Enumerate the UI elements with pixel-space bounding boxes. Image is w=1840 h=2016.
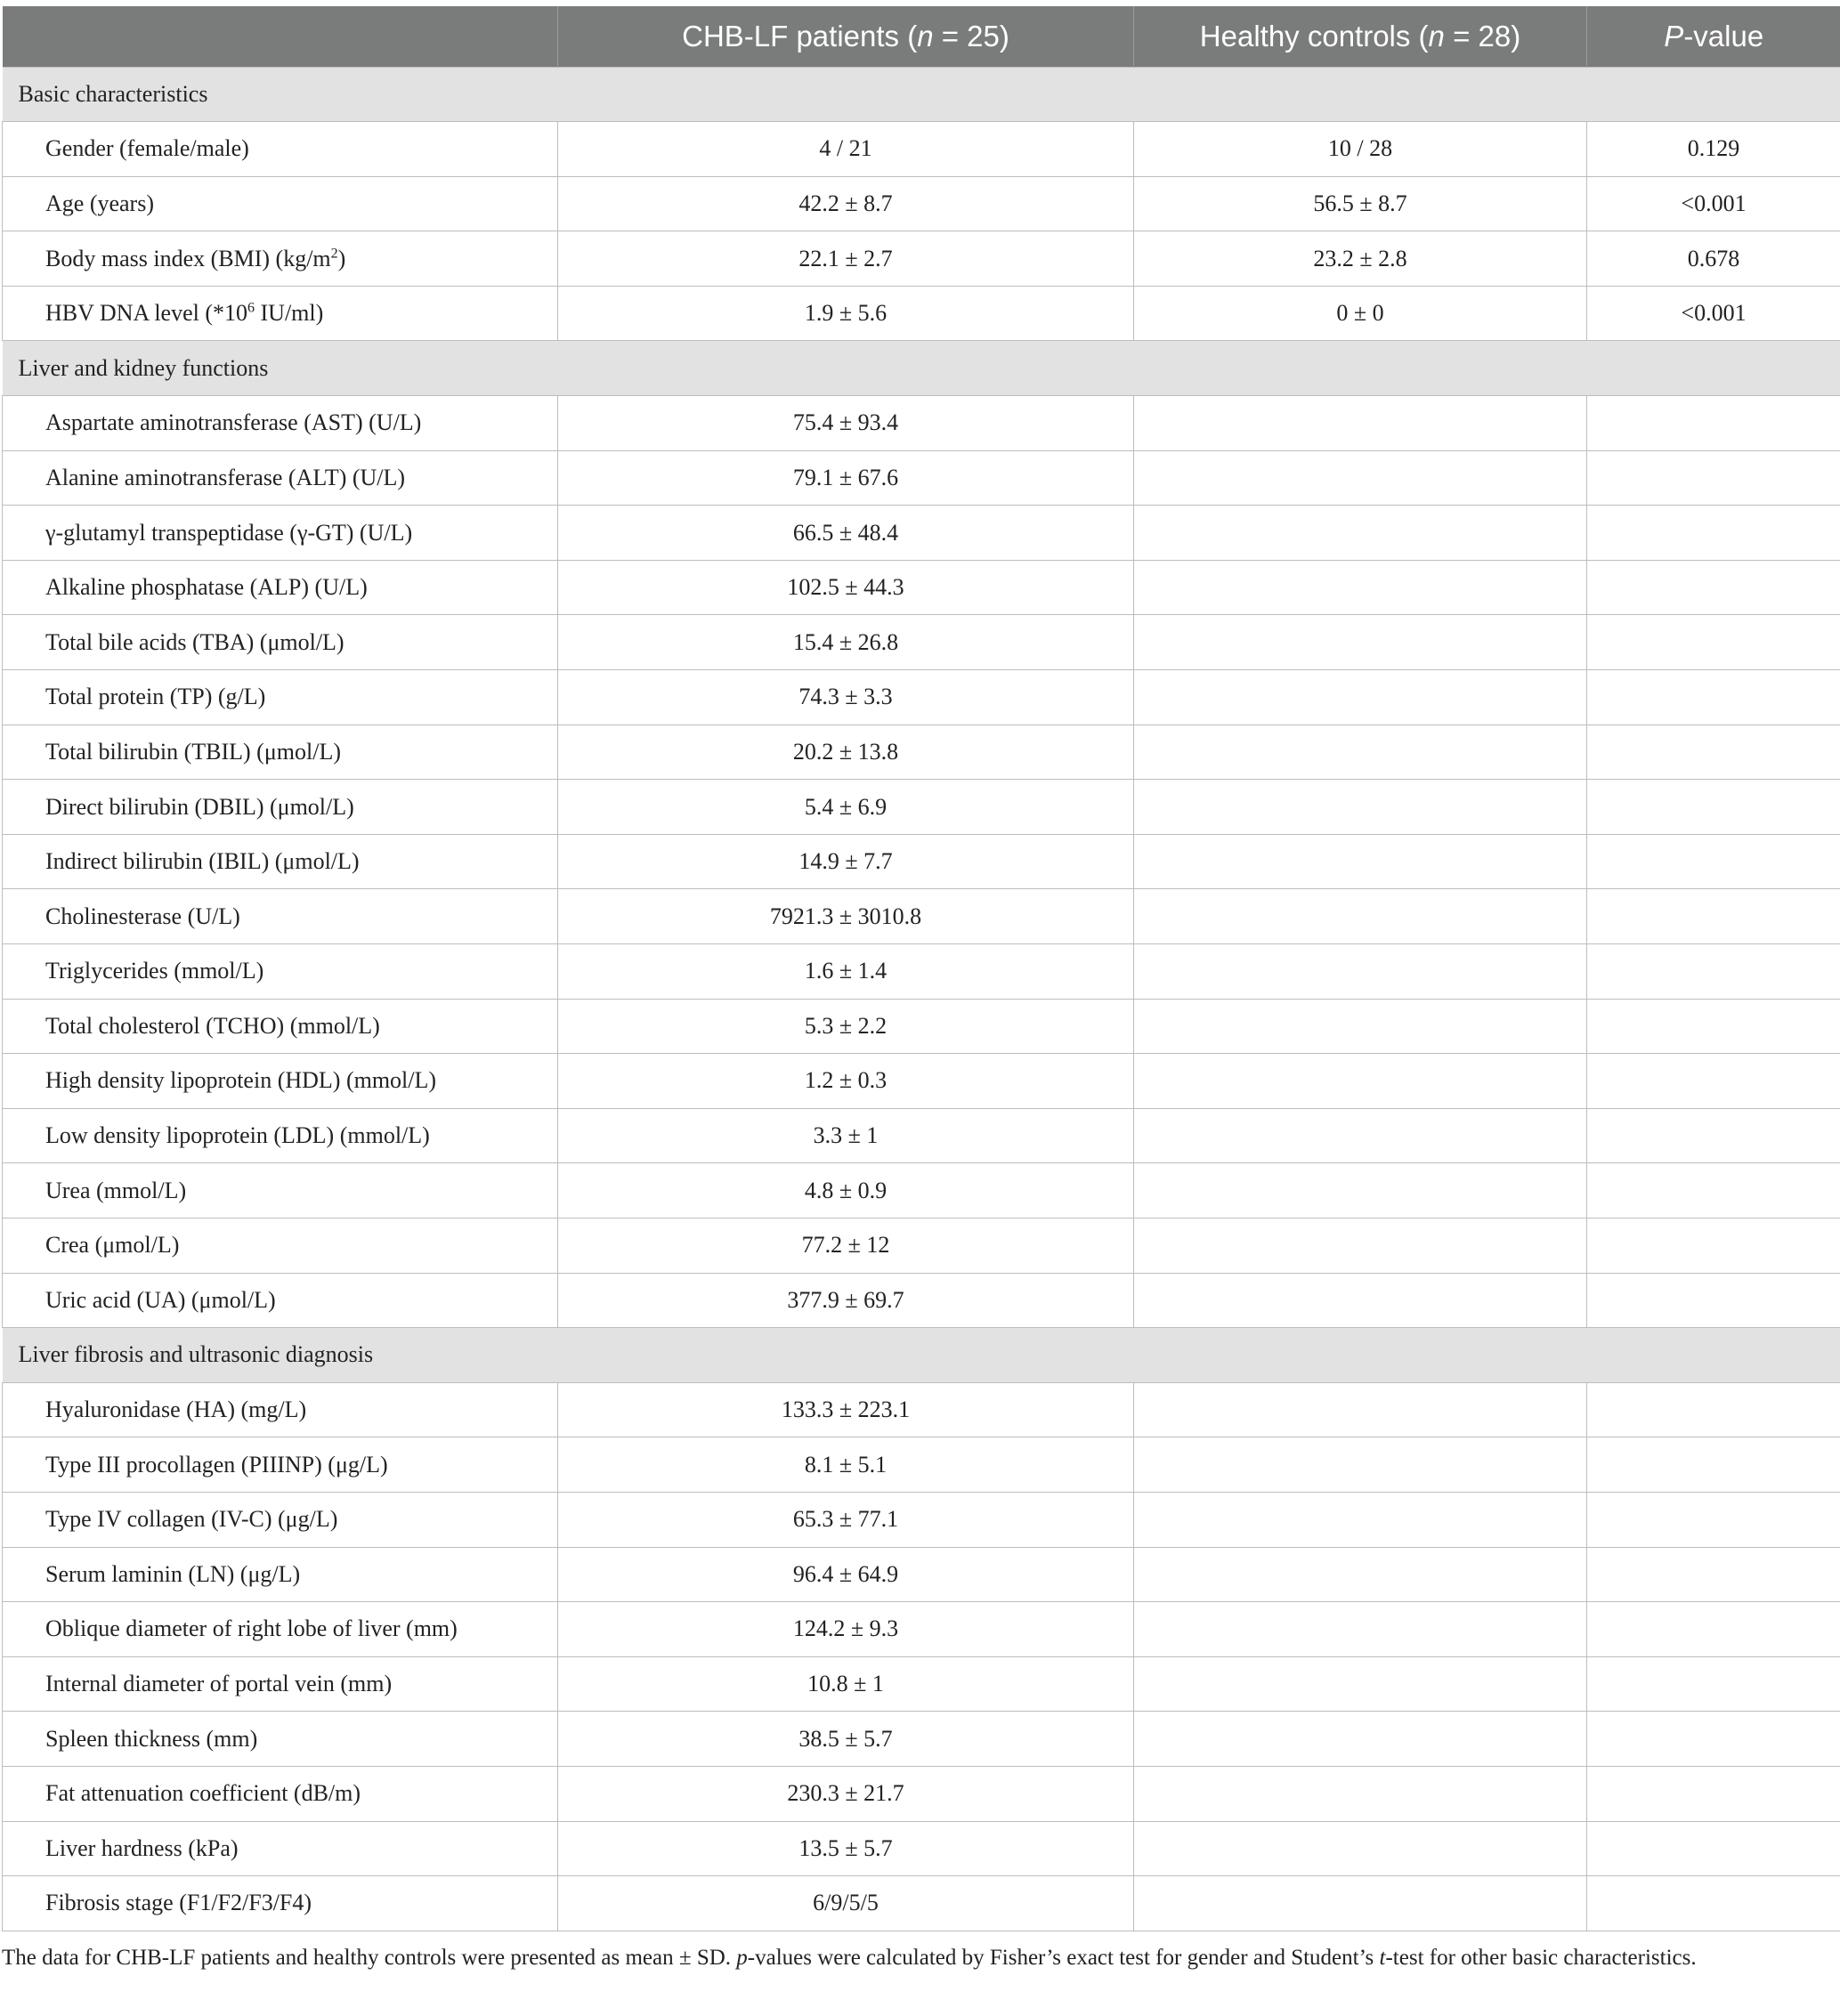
p-value	[1587, 670, 1840, 725]
table-row	[3, 834, 1840, 889]
row-label: Indirect bilirubin (IBIL) (μmol/L)	[3, 834, 558, 889]
chb-lf-value: 6/9/5/5	[558, 1876, 1134, 1931]
healthy-control-value	[1134, 1437, 1587, 1493]
p-value	[1587, 999, 1840, 1054]
chb-lf-value: 377.9 ± 69.7	[558, 1273, 1134, 1328]
row-label: Fibrosis stage (F1/F2/F3/F4)	[3, 1876, 558, 1931]
row-label: γ-glutamyl transpeptidase (γ-GT) (U/L)	[3, 506, 558, 561]
table-row	[3, 286, 1840, 341]
healthy-control-value	[1134, 1108, 1587, 1163]
table-row	[3, 1821, 1840, 1876]
healthy-control-value	[1134, 560, 1587, 615]
row-label: High density lipoprotein (HDL) (mmol/L)	[3, 1054, 558, 1109]
chb-lf-value: 4.8 ± 0.9	[558, 1163, 1134, 1219]
p-value	[1587, 1163, 1840, 1219]
chb-lf-value: 74.3 ± 3.3	[558, 670, 1134, 725]
chb-lf-value: 15.4 ± 26.8	[558, 615, 1134, 670]
p-value	[1587, 1382, 1840, 1437]
row-label: Hyaluronidase (HA) (mg/L)	[3, 1382, 558, 1437]
p-value	[1587, 889, 1840, 944]
healthy-control-value	[1134, 1656, 1587, 1712]
healthy-control-value	[1134, 1382, 1587, 1437]
healthy-control-value	[1134, 1273, 1587, 1328]
row-label: Liver hardness (kPa)	[3, 1821, 558, 1876]
p-value: 0.678	[1587, 231, 1840, 287]
table-row	[3, 1437, 1840, 1493]
table-row	[3, 1273, 1840, 1328]
chb-lf-value: 13.5 ± 5.7	[558, 1821, 1134, 1876]
row-label: Type III procollagen (PIIINP) (μg/L)	[3, 1437, 558, 1493]
chb-lf-value: 22.1 ± 2.7	[558, 231, 1134, 287]
row-label: Crea (μmol/L)	[3, 1218, 558, 1273]
characteristics-table	[2, 6, 1840, 1931]
p-value	[1587, 450, 1840, 506]
p-value	[1587, 1547, 1840, 1602]
table-row	[3, 231, 1840, 287]
p-value: <0.001	[1587, 176, 1840, 231]
section-header-row	[3, 1328, 1840, 1383]
p-value	[1587, 1712, 1840, 1767]
healthy-control-value: 10 / 28	[1134, 122, 1587, 177]
p-value	[1587, 780, 1840, 835]
table-row	[3, 1108, 1840, 1163]
table-row	[3, 1492, 1840, 1547]
p-value	[1587, 1218, 1840, 1273]
chb-lf-value: 1.2 ± 0.3	[558, 1054, 1134, 1109]
chb-lf-value: 133.3 ± 223.1	[558, 1382, 1134, 1437]
table-row	[3, 944, 1840, 1000]
table-row	[3, 1876, 1840, 1931]
chb-lf-value: 230.3 ± 21.7	[558, 1766, 1134, 1821]
healthy-control-value	[1134, 1054, 1587, 1109]
healthy-control-value	[1134, 506, 1587, 561]
table-row	[3, 1766, 1840, 1821]
healthy-control-value	[1134, 889, 1587, 944]
table-row	[3, 1163, 1840, 1219]
chb-lf-value: 38.5 ± 5.7	[558, 1712, 1134, 1767]
chb-lf-value: 1.6 ± 1.4	[558, 944, 1134, 1000]
row-label: Total protein (TP) (g/L)	[3, 670, 558, 725]
row-label: Low density lipoprotein (LDL) (mmol/L)	[3, 1108, 558, 1163]
table-row	[3, 506, 1840, 561]
row-label: Urea (mmol/L)	[3, 1163, 558, 1219]
p-value: <0.001	[1587, 286, 1840, 341]
healthy-control-value	[1134, 725, 1587, 780]
p-value	[1587, 1108, 1840, 1163]
p-value	[1587, 396, 1840, 451]
row-label: Gender (female/male)	[3, 122, 558, 177]
healthy-control-value	[1134, 1163, 1587, 1219]
chb-lf-value: 66.5 ± 48.4	[558, 506, 1134, 561]
row-label: Serum laminin (LN) (μg/L)	[3, 1547, 558, 1602]
p-value	[1587, 1876, 1840, 1931]
p-value	[1587, 834, 1840, 889]
chb-lf-value: 5.3 ± 2.2	[558, 999, 1134, 1054]
row-label: HBV DNA level ($*10^6$ IU/ml)	[3, 286, 558, 341]
chb-lf-value: 1.9 ± 5.6	[558, 286, 1134, 341]
row-label: Triglycerides (mmol/L)	[3, 944, 558, 1000]
chb-lf-value: 10.8 ± 1	[558, 1656, 1134, 1712]
table-row	[3, 1547, 1840, 1602]
table-row	[3, 615, 1840, 670]
healthy-control-value	[1134, 1602, 1587, 1657]
p-value	[1587, 560, 1840, 615]
table-row	[3, 1054, 1840, 1109]
row-label: Aspartate aminotransferase (AST) (U/L)	[3, 396, 558, 451]
row-label: Fat attenuation coefficient (dB/m)	[3, 1766, 558, 1821]
chb-lf-value: 42.2 ± 8.7	[558, 176, 1134, 231]
chb-lf-value: 124.2 ± 9.3	[558, 1602, 1134, 1657]
healthy-control-value	[1134, 1547, 1587, 1602]
healthy-control-value	[1134, 780, 1587, 835]
p-value	[1587, 1821, 1840, 1876]
table-row	[3, 780, 1840, 835]
p-value	[1587, 944, 1840, 1000]
row-label: Alanine aminotransferase (ALT) (U/L)	[3, 450, 558, 506]
p-value	[1587, 1602, 1840, 1657]
row-label: Internal diameter of portal vein (mm)	[3, 1656, 558, 1712]
chb-lf-value: 3.3 ± 1	[558, 1108, 1134, 1163]
chb-lf-value: 14.9 ± 7.7	[558, 834, 1134, 889]
header-chb-lf-patients: CHB-LF patients (n = 25)	[558, 6, 1134, 67]
p-value: 0.129	[1587, 122, 1840, 177]
p-value	[1587, 1766, 1840, 1821]
healthy-control-value	[1134, 944, 1587, 1000]
healthy-control-value: 23.2 ± 2.8	[1134, 231, 1587, 287]
p-value	[1587, 1656, 1840, 1712]
row-label: Total bilirubin (TBIL) (μmol/L)	[3, 725, 558, 780]
p-value	[1587, 1437, 1840, 1493]
table-footnote: The data for CHB-LF patients and healthy controls were presented as mean ± SD. p-values were calculated by Fisher’s exact test for gender and Student’s t-test for other basic characteristics.	[2, 1946, 1697, 1970]
chb-lf-value: 65.3 ± 77.1	[558, 1492, 1134, 1547]
healthy-control-value: 0 ± 0	[1134, 286, 1587, 341]
chb-lf-value: 79.1 ± 67.6	[558, 450, 1134, 506]
table-row	[3, 122, 1840, 177]
p-value	[1587, 1054, 1840, 1109]
row-label: Total cholesterol (TCHO) (mmol/L)	[3, 999, 558, 1054]
chb-lf-value: 5.4 ± 6.9	[558, 780, 1134, 835]
table-row	[3, 560, 1840, 615]
p-value	[1587, 725, 1840, 780]
row-label: Total bile acids (TBA) (μmol/L)	[3, 615, 558, 670]
header-healthy-controls: Healthy controls (n = 28)	[1134, 6, 1587, 67]
p-value	[1587, 506, 1840, 561]
table-body	[3, 67, 1840, 1931]
row-label: Type IV collagen (IV-C) (μg/L)	[3, 1492, 558, 1547]
section-title: Liver and kidney functions	[3, 341, 1840, 396]
healthy-control-value: 56.5 ± 8.7	[1134, 176, 1587, 231]
chb-lf-value: 96.4 ± 64.9	[558, 1547, 1134, 1602]
section-title: Liver fibrosis and ultrasonic diagnosis	[3, 1328, 1840, 1383]
header-label-column	[3, 6, 558, 67]
table-row	[3, 450, 1840, 506]
header-p-value: P-value	[1587, 6, 1840, 67]
chb-lf-value: 20.2 ± 13.8	[558, 725, 1134, 780]
healthy-control-value	[1134, 1492, 1587, 1547]
row-label: Body mass index (BMI) $(kg/m^2)$	[3, 231, 558, 287]
table-row	[3, 670, 1840, 725]
row-label: Oblique diameter of right lobe of liver (mm)	[3, 1602, 558, 1657]
row-label: Spleen thickness (mm)	[3, 1712, 558, 1767]
healthy-control-value	[1134, 1821, 1587, 1876]
healthy-control-value	[1134, 1766, 1587, 1821]
healthy-control-value	[1134, 670, 1587, 725]
p-value	[1587, 615, 1840, 670]
chb-lf-value: 4 / 21	[558, 122, 1134, 177]
healthy-control-value	[1134, 999, 1587, 1054]
p-value	[1587, 1492, 1840, 1547]
row-label: Direct bilirubin (DBIL) (μmol/L)	[3, 780, 558, 835]
table-row	[3, 396, 1840, 451]
healthy-control-value	[1134, 1876, 1587, 1931]
healthy-control-value	[1134, 450, 1587, 506]
row-label: Cholinesterase (U/L)	[3, 889, 558, 944]
section-header-row	[3, 67, 1840, 122]
table-row	[3, 176, 1840, 231]
healthy-control-value	[1134, 1712, 1587, 1767]
chb-lf-value: 7921.3 ± 3010.8	[558, 889, 1134, 944]
table-row	[3, 1382, 1840, 1437]
table-row	[3, 1712, 1840, 1767]
table-row	[3, 889, 1840, 944]
section-header-row	[3, 341, 1840, 396]
row-label: Age (years)	[3, 176, 558, 231]
chb-lf-value: 75.4 ± 93.4	[558, 396, 1134, 451]
table-row	[3, 1656, 1840, 1712]
healthy-control-value	[1134, 834, 1587, 889]
table-row	[3, 1602, 1840, 1657]
header-row	[3, 6, 1840, 67]
chb-lf-value: 77.2 ± 12	[558, 1218, 1134, 1273]
healthy-control-value	[1134, 396, 1587, 451]
healthy-control-value	[1134, 615, 1587, 670]
chb-lf-value: 8.1 ± 5.1	[558, 1437, 1134, 1493]
section-title: Basic characteristics	[3, 67, 1840, 122]
table-row	[3, 1218, 1840, 1273]
table-row	[3, 725, 1840, 780]
row-label: Uric acid (UA) (μmol/L)	[3, 1273, 558, 1328]
row-label: Alkaline phosphatase (ALP) (U/L)	[3, 560, 558, 615]
healthy-control-value	[1134, 1218, 1587, 1273]
p-value	[1587, 1273, 1840, 1328]
table-row	[3, 999, 1840, 1054]
chb-lf-value: 102.5 ± 44.3	[558, 560, 1134, 615]
